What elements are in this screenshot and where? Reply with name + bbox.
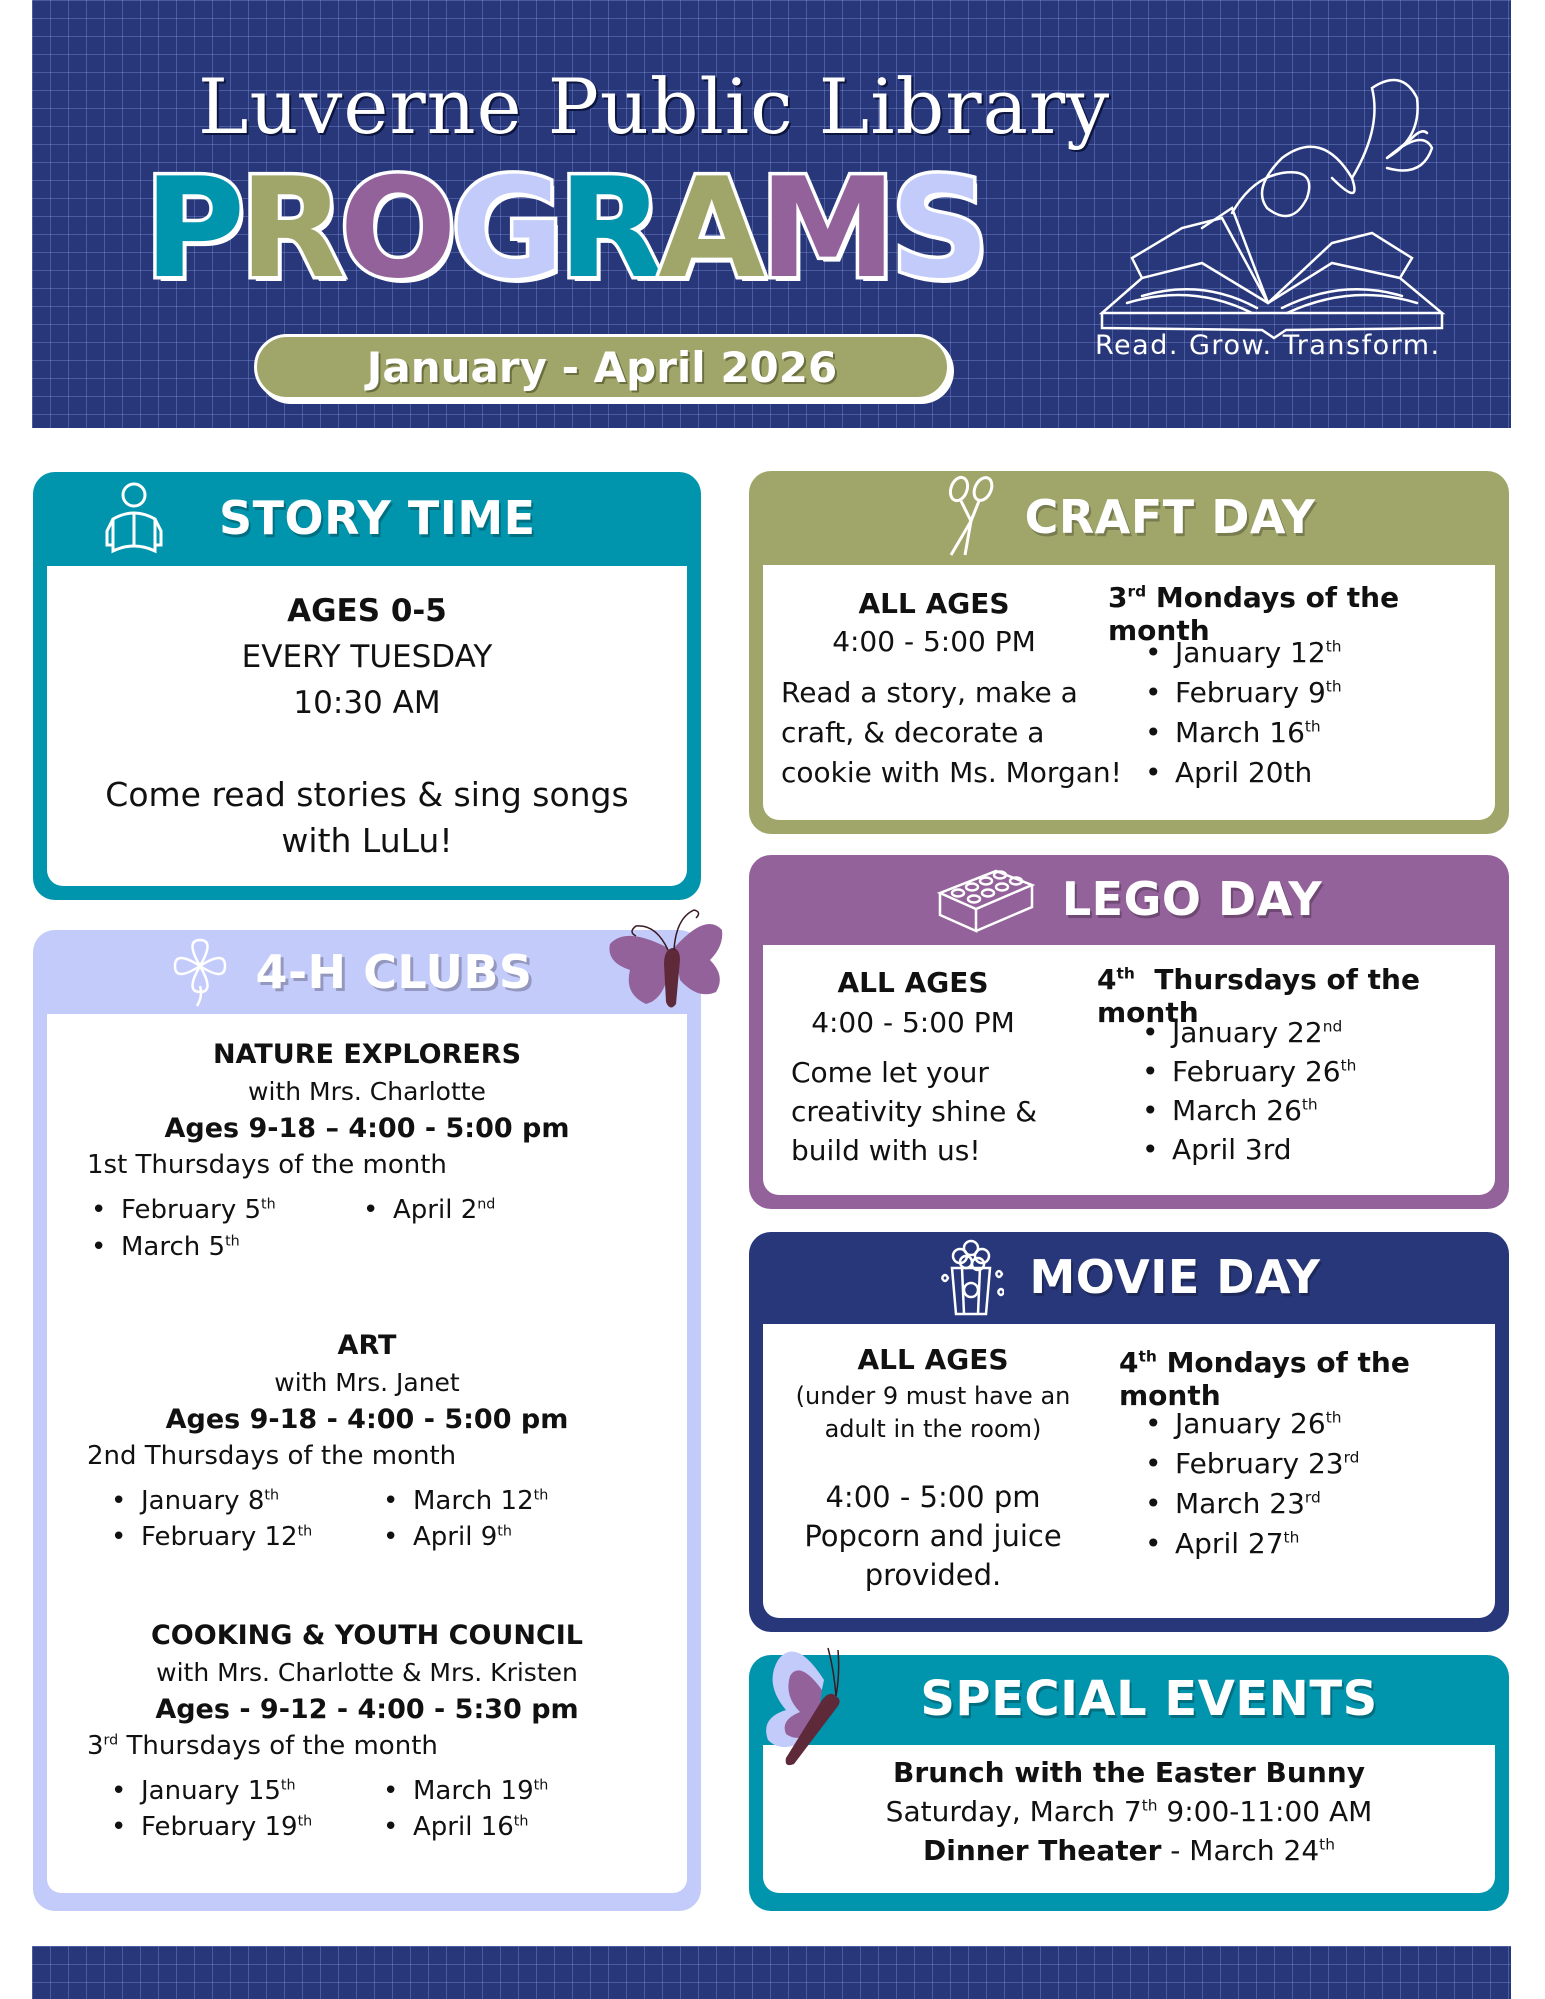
- list-item: • January 26th: [1141, 1404, 1359, 1444]
- card-title: CRAFT DAY: [1024, 490, 1316, 544]
- list-item: • February 5th: [87, 1192, 359, 1229]
- time-label: 4:00 - 5:00 PM: [832, 625, 1036, 658]
- description-line: craft, & decorate a: [781, 716, 1045, 749]
- list-item: • April 20th: [1141, 753, 1342, 793]
- list-item: • February 23rd: [1141, 1444, 1359, 1484]
- list-item: • February 9th: [1141, 673, 1342, 713]
- ages-label: ALL AGES: [857, 1343, 1009, 1376]
- club-leader: with Mrs. Charlotte: [248, 1077, 486, 1106]
- card-header: [749, 1232, 1509, 1322]
- card-title: SPECIAL EVENTS: [920, 1671, 1378, 1727]
- list-item: • January 8th: [107, 1483, 379, 1519]
- schedule-ordinal: 4: [1119, 1346, 1139, 1379]
- list-item: • April 27th: [1141, 1524, 1359, 1564]
- list-item: • January 15th: [107, 1773, 379, 1809]
- programs-letter: R: [239, 148, 344, 309]
- clover-icon: [171, 936, 229, 1008]
- club-leader: with Mrs. Charlotte & Mrs. Kristen: [156, 1658, 578, 1687]
- ordinal-suffix: rd: [1127, 582, 1147, 601]
- club-leader: with Mrs. Janet: [274, 1368, 460, 1397]
- date-list: [87, 1192, 359, 1266]
- club-ages-time: Ages - 9-12 - 4:00 - 5:30 pm: [155, 1694, 579, 1725]
- programs-letter: O: [339, 148, 455, 309]
- club-name: NATURE EXPLORERS: [212, 1039, 522, 1070]
- list-item: • February 19th: [107, 1809, 379, 1845]
- description-line: Come let your: [791, 1056, 989, 1089]
- craft-day-card: [749, 471, 1509, 834]
- card-header: [749, 471, 1509, 563]
- butterfly-icon: [606, 904, 726, 1020]
- schedule-ordinal: 4: [1097, 963, 1117, 996]
- club-art: [47, 1327, 687, 1555]
- day-label: EVERY TUESDAY: [241, 639, 493, 675]
- card-title: 4-H CLUBS: [255, 945, 533, 999]
- age-note: adult in the room): [824, 1415, 1042, 1443]
- event-date: Saturday, March 7th 9:00-11:00 AM: [885, 1795, 1373, 1828]
- book-butterfly-icon: [1082, 68, 1462, 368]
- club-schedule: 2nd Thursdays of the month: [87, 1441, 457, 1471]
- club-name: ART: [337, 1330, 397, 1361]
- date-list: [107, 1483, 379, 1555]
- reading-person-icon: [103, 481, 165, 555]
- ages-label: AGES 0-5: [287, 593, 447, 629]
- club-nature-explorers: [47, 1036, 687, 1266]
- list-item: • April 16th: [379, 1809, 548, 1845]
- story-time-card: [33, 472, 701, 900]
- date-range-pill: [254, 334, 950, 400]
- tagline: Read. Grow. Transform.: [1095, 330, 1441, 361]
- description-line: Read a story, make a: [781, 676, 1078, 709]
- description-line: with LuLu!: [281, 821, 453, 860]
- card-body: [47, 566, 687, 886]
- time-label: 4:00 - 5:00 pm: [825, 1480, 1041, 1514]
- date-list: [379, 1773, 548, 1845]
- schedule-ordinal: 3: [1108, 581, 1128, 614]
- list-item: • January 12th: [1141, 633, 1342, 673]
- description-line: provided.: [864, 1558, 1002, 1592]
- description-line: cookie with Ms. Morgan!: [781, 756, 1122, 789]
- date-list: [107, 1773, 379, 1845]
- list-item: • March 5th: [87, 1229, 359, 1266]
- list-item: • March 12th: [379, 1483, 548, 1519]
- club-name: COOKING & YOUTH COUNCIL: [150, 1620, 584, 1651]
- card-body: [763, 1324, 1495, 1618]
- event-name: Dinner Theater: [923, 1834, 1162, 1867]
- popcorn-icon: [938, 1238, 1004, 1316]
- scissors-icon: [943, 475, 999, 559]
- movie-day-card: [749, 1232, 1509, 1632]
- club-schedule: 1st Thursdays of the month: [87, 1150, 447, 1180]
- club-schedule: 3rd Thursdays of the month: [87, 1731, 438, 1761]
- description-line: Come read stories & sing songs: [105, 775, 629, 814]
- card-title: MOVIE DAY: [1029, 1250, 1321, 1304]
- time-label: 4:00 - 5:00 PM: [811, 1006, 1015, 1039]
- card-body: [47, 1014, 687, 1893]
- programs-title: [144, 148, 988, 309]
- lego-day-card: [749, 855, 1509, 1209]
- programs-letter: R: [558, 148, 663, 309]
- card-title: STORY TIME: [219, 491, 536, 545]
- four-h-clubs-card: [33, 930, 701, 1911]
- time-label: 10:30 AM: [293, 685, 441, 721]
- list-item: • January 22nd: [1138, 1013, 1356, 1052]
- card-header: [749, 855, 1509, 943]
- ages-label: ALL AGES: [858, 587, 1010, 620]
- event-line: Dinner Theater - March 24th: [923, 1834, 1335, 1867]
- footer-band: [32, 1946, 1511, 1999]
- club-cooking-youth-council: [47, 1617, 687, 1845]
- ordinal-suffix: th: [1138, 1347, 1157, 1366]
- programs-letter: S: [890, 148, 988, 309]
- description-line: creativity shine &: [791, 1095, 1038, 1128]
- event-name: Brunch with the Easter Bunny: [893, 1756, 1365, 1789]
- schedule-text: Thursdays of the month: [1097, 963, 1420, 1029]
- card-body: [763, 1745, 1495, 1893]
- programs-letter: G: [450, 148, 563, 309]
- card-title: LEGO DAY: [1061, 872, 1323, 926]
- schedule-label: [1119, 1346, 1495, 1412]
- list-item: • April 2nd: [359, 1192, 495, 1229]
- club-ages-time: Ages 9-18 - 4:00 - 5:00 pm: [165, 1404, 569, 1435]
- description-line: Popcorn and juice: [804, 1519, 1062, 1553]
- schedule-text: Mondays of the month: [1119, 1346, 1410, 1412]
- card-body: [763, 945, 1495, 1195]
- list-item: • April 9th: [379, 1519, 548, 1555]
- club-ages-time: Ages 9-18 – 4:00 - 5:00 pm: [164, 1113, 570, 1144]
- list-item: • March 26th: [1138, 1091, 1356, 1130]
- butterfly-icon: [756, 1640, 866, 1770]
- list-item: • February 12th: [107, 1519, 379, 1555]
- age-note: (under 9 must have an: [795, 1382, 1071, 1410]
- list-item: • March 19th: [379, 1773, 548, 1809]
- date-range: January - April 2026: [366, 342, 838, 392]
- programs-letter: M: [759, 148, 895, 309]
- list-item: • February 26th: [1138, 1052, 1356, 1091]
- description-line: build with us!: [791, 1134, 981, 1167]
- programs-letter: A: [658, 148, 764, 309]
- date-list: [1141, 633, 1342, 793]
- lego-brick-icon: [936, 863, 1036, 935]
- date-list: [359, 1192, 495, 1266]
- card-header: [33, 472, 701, 564]
- list-item: • March 23rd: [1141, 1484, 1359, 1524]
- card-header: [33, 930, 701, 1014]
- list-item: • March 16th: [1141, 713, 1342, 753]
- header-banner: [32, 0, 1511, 428]
- library-name: Luverne Public Library: [198, 62, 1111, 151]
- date-list: [379, 1483, 548, 1555]
- programs-letter: P: [144, 148, 244, 309]
- ages-label: ALL AGES: [837, 966, 989, 999]
- card-body: [763, 565, 1495, 820]
- date-list: [1138, 1013, 1356, 1169]
- ordinal-suffix: th: [1116, 964, 1135, 983]
- schedule-text: Mondays of the month: [1108, 581, 1400, 647]
- list-item: • April 3rd: [1138, 1130, 1356, 1169]
- date-list: [1141, 1404, 1359, 1564]
